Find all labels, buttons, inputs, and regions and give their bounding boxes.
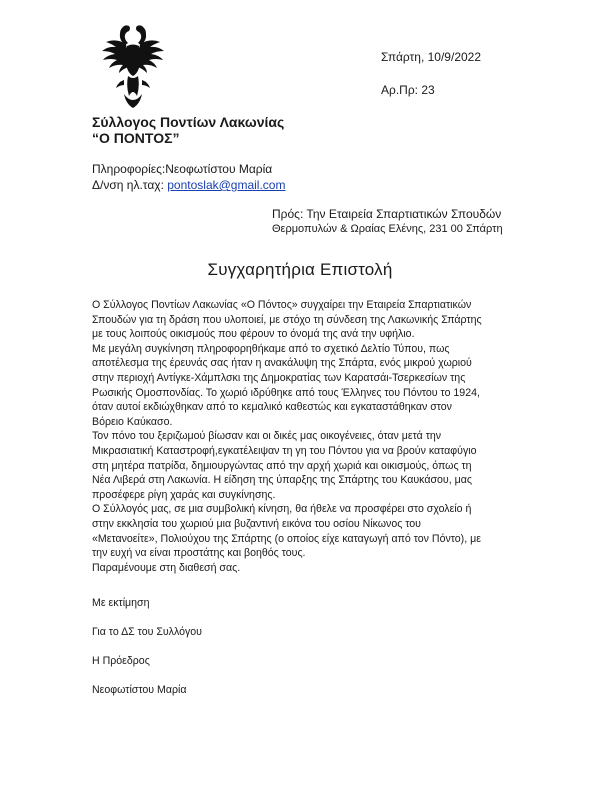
president-role: Η Πρόεδρος <box>92 655 150 667</box>
body-line: όταν αυτοί εκδιώχθηκαν από το κεμαλικό καθεστώς και εγκαταστάθηκαν στον <box>92 401 452 414</box>
double-headed-eagle-icon <box>100 20 166 115</box>
closing-line: Με εκτίμηση <box>92 597 150 609</box>
recipient-line-2: Θερμοπυλών & Ωραίας Ελένης, 231 00 Σπάρτη <box>272 223 503 235</box>
organization-name: Σύλλογος Ποντίων Λακωνίας <box>92 114 285 130</box>
signatory-name: Νεοφωτίστου Μαρία <box>92 684 187 696</box>
body-line: Ο Σύλλογός μας, σε μια συμβολική κίνηση, θα ήθελε να προσφέρει στο σχολείο ή <box>92 503 472 516</box>
letter-date: Σπάρτη, 10/9/2022 <box>381 50 482 64</box>
protocol-number: Αρ.Πρ: 23 <box>381 83 435 97</box>
body-line: στη μητέρα πατρίδα, δημιουργώντας από την αρχή χωριά και οικισμούς, όπως τη <box>92 459 472 472</box>
letter-body <box>92 298 552 575</box>
body-line: στην εκκλησία του χωριού μια βυζαντινή εικόνα του οσίου Νίκωνος του <box>92 517 421 530</box>
body-line: Ρωσικής Ομοσπονδίας. Το χωριό ιδρύθηκε από τους Έλληνες του Πόντου το 1924, <box>92 386 480 399</box>
body-line: στην περιοχή Αντίγκε-Χάμπλσκι της Δημοκρατίας των Καρατσάι-Τσερκεσίων της <box>92 371 466 384</box>
body-line: Τον πόνο του ξεριζωμού βίωσαν και οι δικές μας οικογένειες, όταν μετά την <box>92 430 442 443</box>
contact-info: Πληροφορίες:Νεοφωτίστου Μαρία <box>92 162 273 176</box>
for-board-line: Για το ΔΣ του Συλλόγου <box>92 626 202 638</box>
email-label: Δ/νση ηλ.ταχ: <box>92 178 168 192</box>
body-line: με τους λοιπούς οικισμούς που φέρουν το όνομά της ανά την υφήλιο. <box>92 328 415 341</box>
email-link[interactable]: pontoslak@gmail.com <box>167 178 286 192</box>
body-line: Παραμένουμε στη διαθεσή σας. <box>92 561 241 574</box>
body-line: αποτέλεσμα της έρευνάς σας ήταν η ανακάλυψη της Σπάρτα, ενός μικρού χωριού <box>92 357 472 370</box>
contact-email-line <box>92 178 285 193</box>
recipient-line-1: Πρός: Την Εταιρεία Σπαρτιατικών Σπουδών <box>272 207 502 221</box>
body-line: Ο Σύλλογος Ποντίων Λακωνίας «Ο Πόντος» συγχαίρει την Εταιρεία Σπαρτιατικών <box>92 299 472 311</box>
body-line: προσέφερε ρίγη χαράς και συγκίνησης. <box>92 488 276 501</box>
body-line: «Μετανοείτε», Πολιούχου της Σπάρτης (ο οποίος είχε καταγωγή από τον Πόντο), με <box>92 532 481 545</box>
body-line: Νέα Λιβερά στη Λακωνία. Η είδηση της ύπαρξης της Σπάρτης του Καυκάσου, μας <box>92 474 472 487</box>
letter-title: Συγχαρητήρια Επιστολή <box>207 260 393 279</box>
body-line: Σπουδών για τη δράση που υλοποιεί, με στόχο τη σύνδεση της Λακωνικής Σπάρτης <box>92 313 482 326</box>
body-line: Βόρειο Καύκασο. <box>92 415 173 428</box>
organization-subtitle: “Ο ΠΟΝΤΟΣ” <box>92 130 180 146</box>
body-line: την ευχή να είναι προστάτης και βοηθός τους. <box>92 547 306 560</box>
body-line: Με μεγάλη συγκίνηση πληροφορηθήκαμε από το σχετικό Δελτίο Τύπου, πως <box>92 342 450 355</box>
body-line: Μικρασιατική Καταστροφή,εγκατέλειψαν τη γη του Πόντου για να βρούν καταφύγιο <box>92 444 477 457</box>
